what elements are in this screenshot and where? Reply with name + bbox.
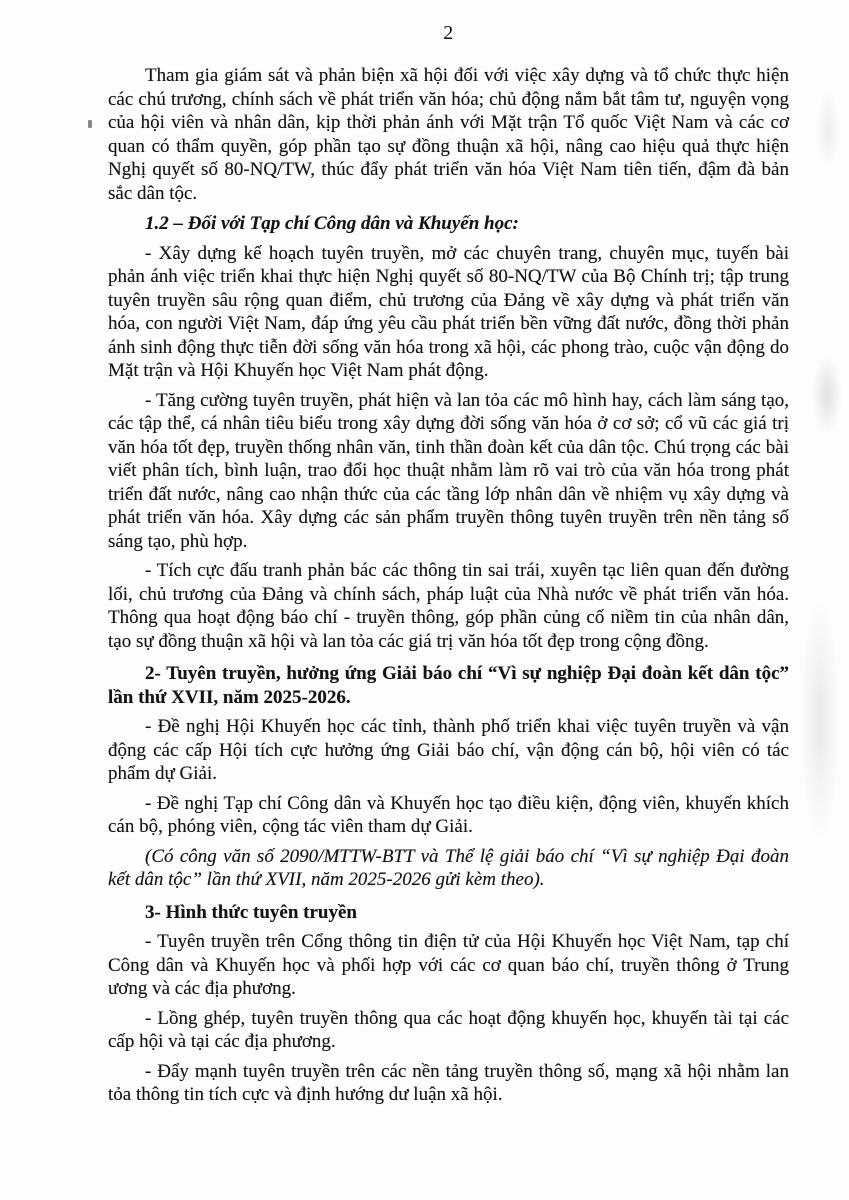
paragraph-request-magazine: - Đề nghị Tạp chí Công dân và Khuyến học tạo điều kiện, động viên, khuyến khích cán bộ, phóng viên, cộng tác viên tham dự Giải. — [108, 792, 789, 837]
paragraph-web-portal: - Tuyên truyền trên Cổng thông tin điện tử của Hội Khuyến học Việt Nam, tạp chí Công dân và Khuyến học và phối hợp với các cơ quan báo chí, truyền thông ở Trung ương và các địa phương. — [108, 931, 789, 999]
paragraph-strengthen-propaganda: - Tăng cường tuyên truyền, phát hiện và lan tỏa các mô hình hay, cách làm sáng tạo, các tập thể, cá nhân tiêu biểu trong xây dựng đời sống văn hóa ở cơ sở; cổ vũ các giá trị văn hóa tốt đẹp, truyền thống nhân văn, tinh thần đoàn kết của dân tộc. Chú trọng các bài viết phân tích, bình luận, trao đổi học thuật nhằm làm rõ vai trò của văn hóa trong phát triển đất nước, nâng cao nhận thức của các tầng lớp nhân dân về nhiệm vụ xây dựng và phát triển văn hóa. Xây dựng các sản phẩm truyền thông tuyên truyền trên nền tảng số sáng tạo, phù hợp. — [108, 389, 789, 552]
scan-smudge — [816, 90, 840, 170]
paragraph-propaganda-plan: - Xây dựng kế hoạch tuyên truyền, mở các chuyên trang, chuyên mục, tuyến bài phản ánh việc triển khai thực hiện Nghị quyết số 80-NQ/TW của Bộ Chính trị; tập trung tuyên truyền sâu rộng quan điểm, chủ trương của Đảng về xây dựng và phát triển văn hóa, con người Việt Nam, đáp ứng yêu cầu phát triển bền vững đất nước, đồng thời phản ánh sinh động thực tiễn đời sống văn hóa trong xã hội, các phong trào, cuộc vận động do Mặt trận và Hội Khuyến học Việt Nam phát động. — [108, 242, 789, 381]
scan-smudge — [800, 600, 840, 840]
scan-speck — [88, 120, 92, 128]
paragraph-social-supervision: Tham gia giám sát và phản biện xã hội đối với việc xây dựng và tổ chức thực hiện các chú trương, chính sách về phát triển văn hóa; chủ động nắm bắt tâm tư, nguyện vọng của hội viên và nhân dân, kịp thời phản ánh với Mặt trận Tổ quốc Việt Nam và các cơ quan có thẩm quyền, góp phần tạo sự đồng thuận xã hội, nâng cao hiệu quả thực hiện Nghị quyết số 80-NQ/TW, thúc đẩy phát triển văn hóa Việt Nam tiên tiến, đậm đà bản sắc dân tộc. — [108, 65, 789, 204]
page-number: 2 — [443, 22, 454, 44]
heading-section-2-press-award: 2- Tuyên truyền, hưởng ứng Giải báo chí “Vì sự nghiệp Đại đoàn kết dân tộc” lần thứ XVII, năm 2025-2026. — [108, 663, 789, 708]
paragraph-request-provincial-associations: - Đề nghị Hội Khuyến học các tỉnh, thành phố triển khai việc tuyên truyền và vận động các cấp Hội tích cực hưởng ứng Giải báo chí, vận động cán bộ, hội viên có tác phẩm dự Giải. — [108, 716, 789, 784]
paragraph-counter-misinformation: - Tích cực đấu tranh phản bác các thông tin sai trái, xuyên tạc liên quan đến đường lối, chủ trương của Đảng và chính sách, pháp luật của Nhà nước về phát triển văn hóa. Thông qua hoạt động báo chí - truyền thông, góp phần củng cố niềm tin của nhân dân, tạo sự đồng thuận xã hội và lan tỏa các giá trị văn hóa tốt đẹp trong cộng đồng. — [108, 560, 789, 652]
heading-section-3-propaganda-forms: 3- Hình thức tuyên truyền — [145, 901, 357, 923]
paragraph-digital-platforms: - Đẩy mạnh tuyên truyền trên các nền tảng truyền thông số, mạng xã hội nhằm lan tỏa thông tin tích cực và định hướng dư luận xã hội. — [108, 1060, 789, 1105]
note-attached-documents: (Có công văn số 2090/MTTW-BTT và Thể lệ giải báo chí “Vì sự nghiệp Đại đoàn kết dân tộc” lần thứ XVII, năm 2025-2026 gửi kèm theo). — [108, 845, 789, 890]
paragraph-integrated-activities: - Lồng ghép, tuyên truyền thông qua các hoạt động khuyến học, khuyến tài tại các cấp hội và tại các địa phương. — [108, 1007, 789, 1052]
document-body — [108, 64, 789, 1107]
scan-smudge — [812, 355, 842, 435]
heading-section-1-2: 1.2 – Đối với Tạp chí Công dân và Khuyến học: — [145, 213, 519, 234]
